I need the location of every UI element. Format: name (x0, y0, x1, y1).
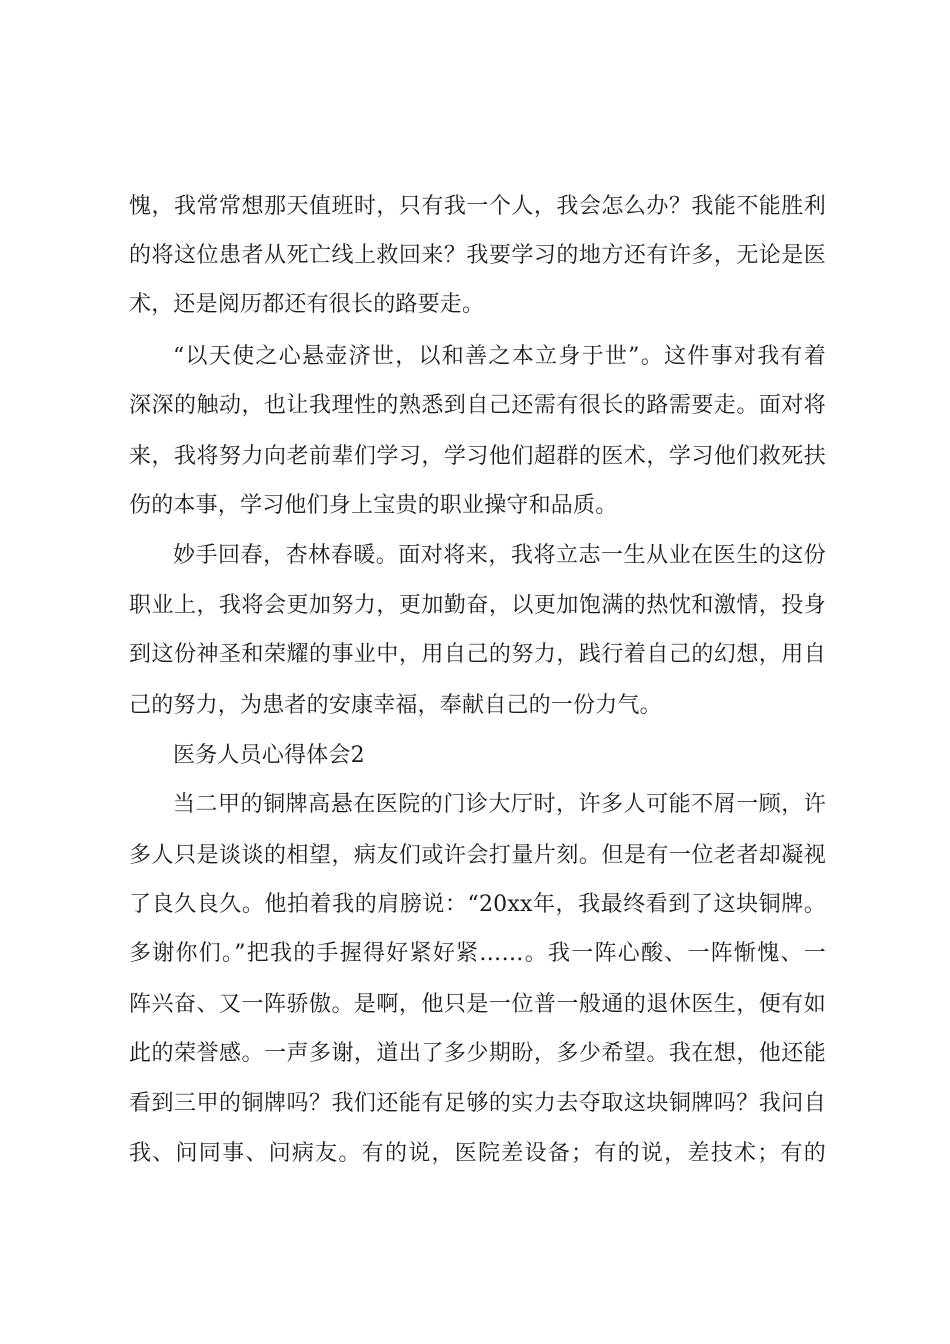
paragraph-line: 此的荣誉感。一声多谢，道出了多少期盼，多少希望。我在想，他还能 (129, 1041, 826, 1066)
paragraph-line: 到这份神圣和荣耀的事业中，用自己的努力，践行着自己的幻想，用自 (129, 642, 826, 667)
paragraph-line: 阵兴奋、又一阵骄傲。是啊，他只是一位普一般通的退休医生，便有如 (129, 992, 826, 1017)
paragraph-line: 职业上，我将会更加努力，更加勤奋，以更加饱满的热忱和激情，投身 (129, 593, 826, 618)
paragraph-line: “以天使之心悬壶济世，以和善之本立身于世”。这件事对我有着 (173, 344, 826, 369)
paragraph-line: 看到三甲的铜牌吗？我们还能有足够的实力去夺取这块铜牌吗？我问自 (129, 1091, 826, 1116)
paragraph-line: 来，我将努力向老前辈们学习，学习他们超群的医术，学习他们救死扶 (129, 444, 826, 469)
paragraph-line: 的将这位患者从死亡线上救回来？我要学习的地方还有许多，无论是医 (129, 243, 826, 268)
paragraph-line: 当二甲的铜牌高悬在医院的门诊大厅时，许多人可能不屑一顾，许 (173, 792, 826, 817)
paragraph-line: 术，还是阅历都还有很长的路要走。 (129, 292, 485, 317)
paragraph-line: 多谢你们。”把我的手握得好紧好紧……。我一阵心酸、一阵惭愧、一 (129, 941, 826, 966)
paragraph-line: 了良久良久。他拍着我的肩膀说：“20xx年，我最终看到了这块铜牌。 (129, 892, 826, 917)
paragraph-line: 多人只是谈谈的相望，病友们或许会打量片刻。但是有一位老者却凝视 (129, 843, 826, 868)
paragraph-line: 伤的本事，学习他们身上宝贵的职业操守和品质。 (129, 493, 618, 518)
paragraph-line: 我、问同事、问病友。有的说，医院差设备；有的说，差技术；有的 (129, 1141, 826, 1166)
paragraph-line: 妙手回春，杏林春暖。面对将来，我将立志一生从业在医生的这份 (173, 543, 826, 568)
paragraph-line: 深深的触动，也让我理性的熟悉到自己还需有很长的路需要走。面对将 (129, 393, 826, 418)
paragraph-line: 己的努力，为患者的安康幸福，奉献自己的一份力气。 (129, 693, 662, 718)
section-heading: 医务人员心得体会2 (173, 743, 365, 768)
paragraph-line: 愧，我常常想那天值班时，只有我一个人，我会怎么办？我能不能胜利 (129, 194, 826, 219)
